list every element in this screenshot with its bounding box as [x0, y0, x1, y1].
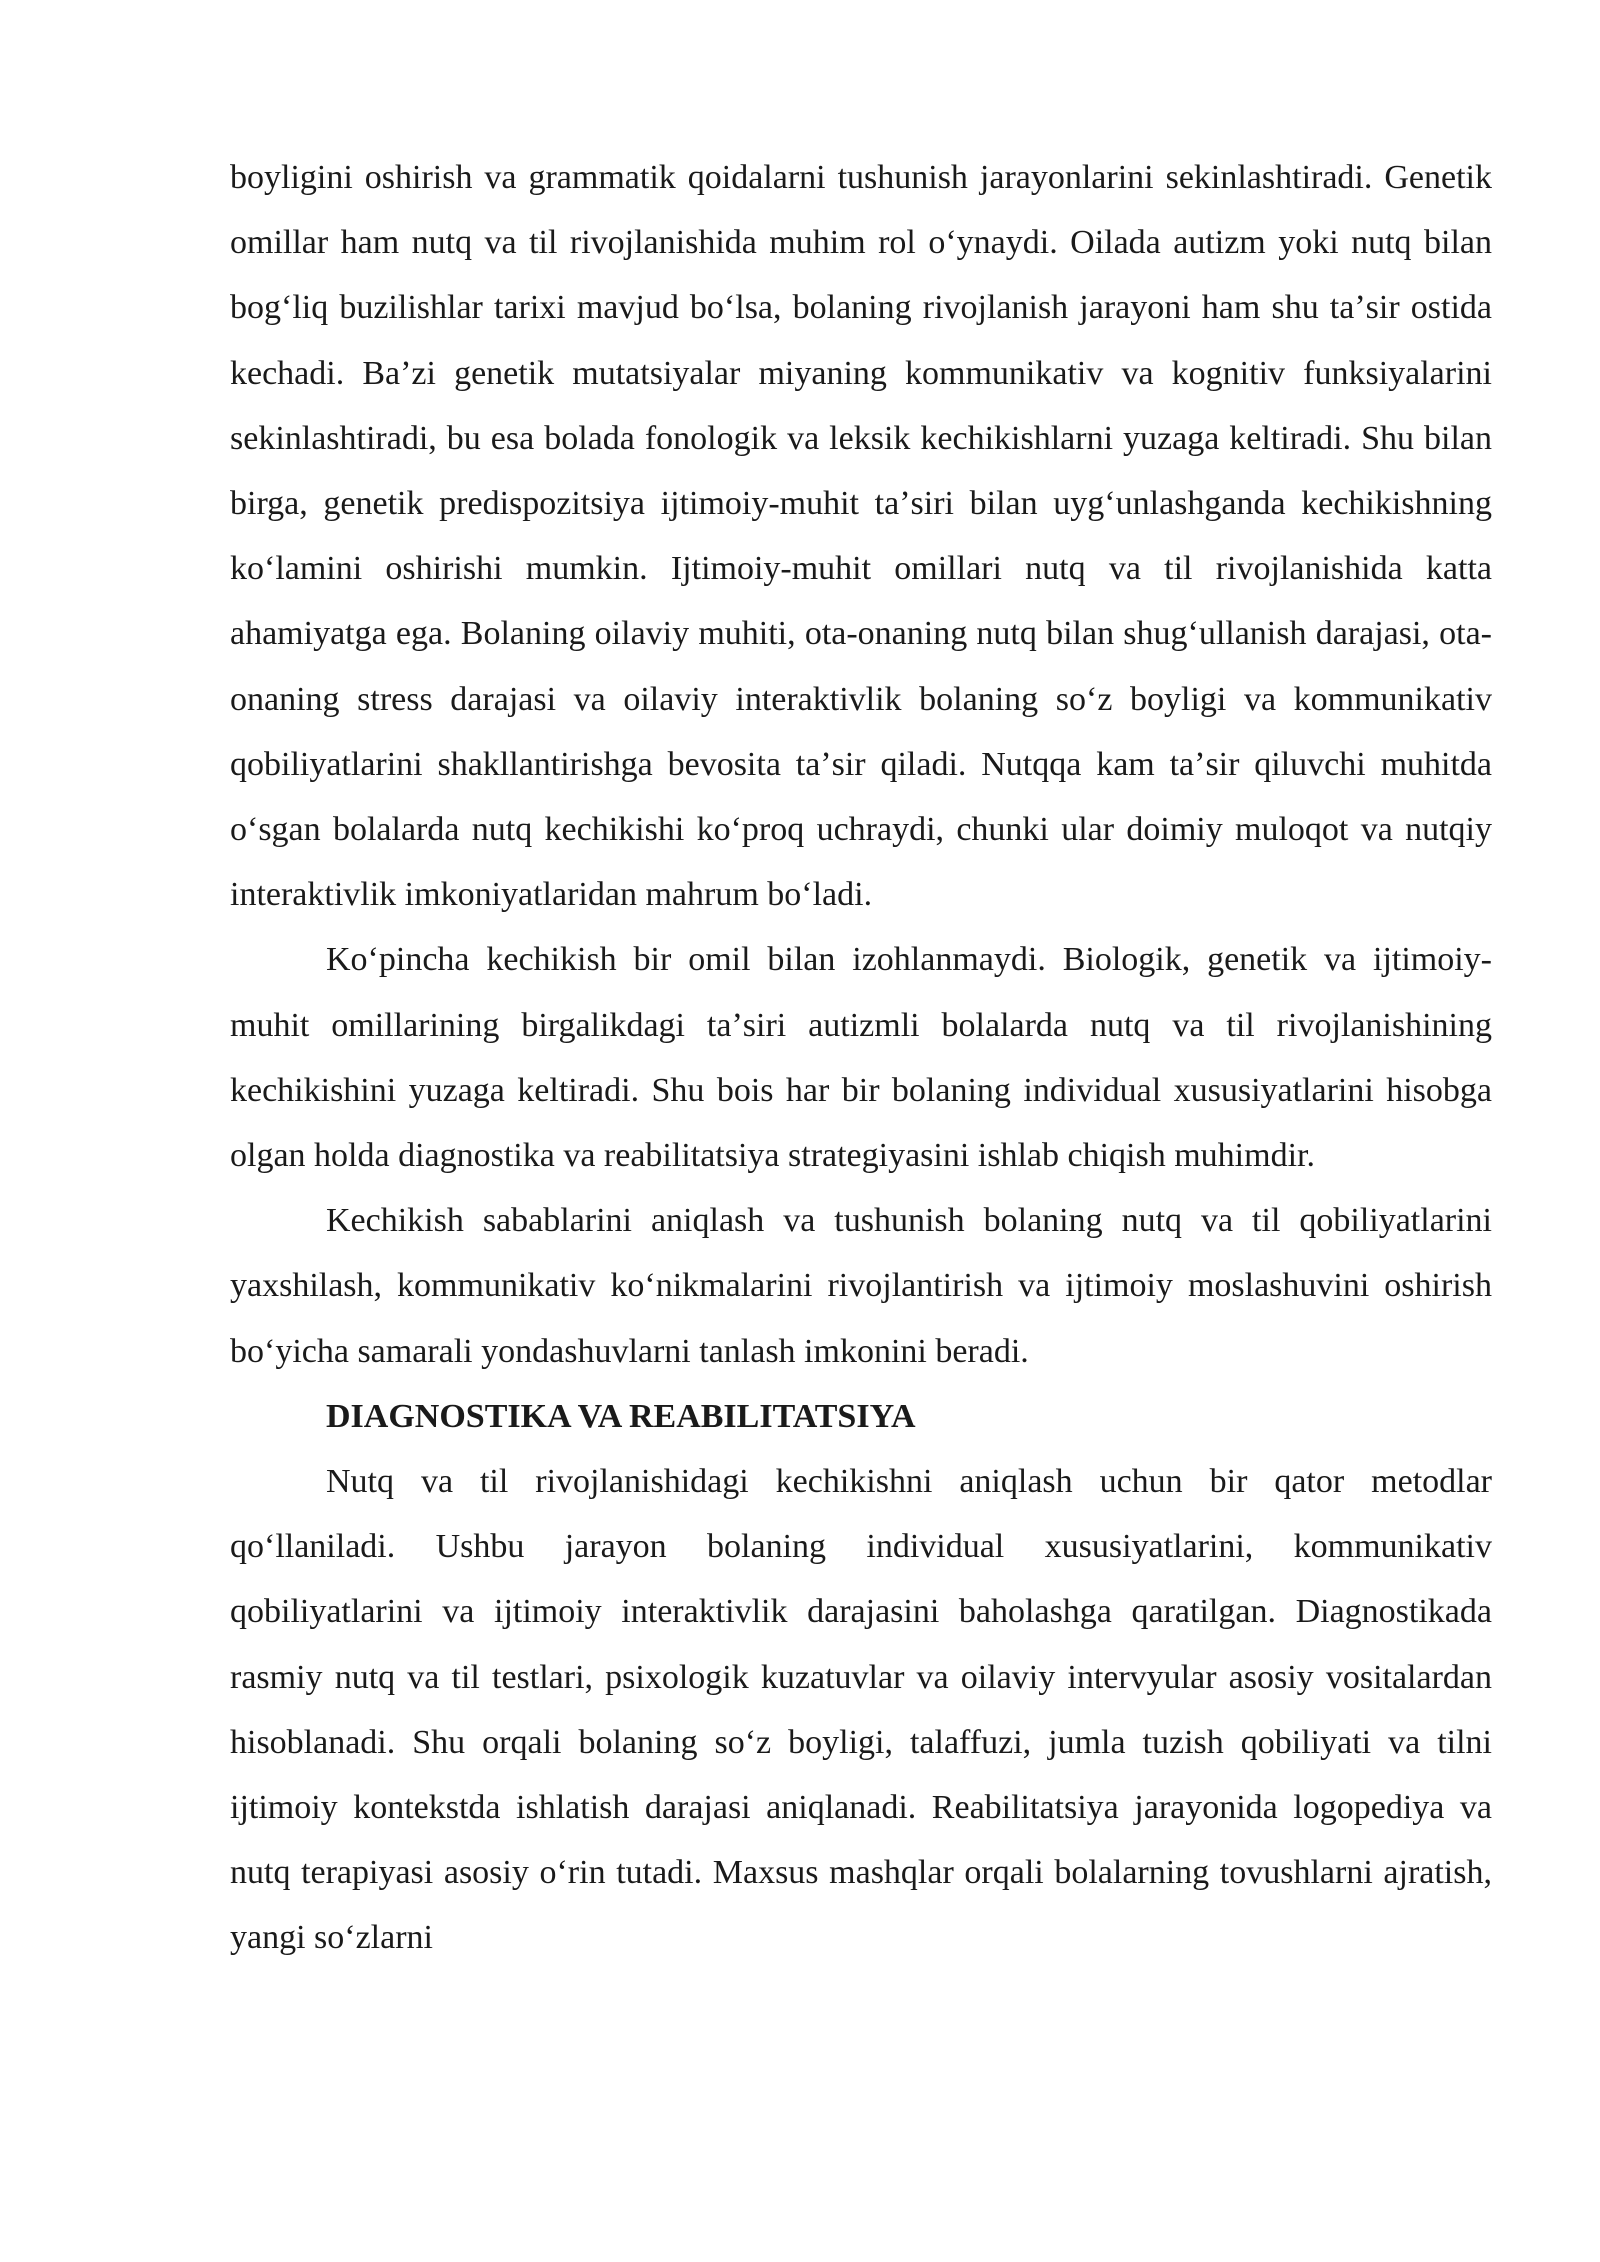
paragraph-multifactor: Koʻpincha kechikish bir omil bilan izohlanmaydi. Biologik, genetik va ijtimoiy-muhit omillarining birgalikdagi taʼsiri autizmli bolalarda nutq va til rivojlanishining kechikishini yuzaga keltiradi. Shu bois har bir bolaning individual xususiyatlarini hisobga olgan holda diagnostika va reabilitatsiya strategiyasini ishlab chiqish muhimdir. — [230, 941, 1492, 1175]
document-page — [230, 145, 1492, 1971]
paragraph-continued: boyligini oshirish va grammatik qoidalarni tushunish jarayonlarini sekinlashtiradi. Genetik omillar ham nutq va til rivojlanishida muhim rol oʻynaydi. Oilada autizm yoki nutq bilan bogʻliq buzilishlar tarixi mavjud boʻlsa, bolaning rivojlanish jarayoni ham shu taʼsir ostida kechadi. Baʼzi genetik mutatsiyalar miyaning kommunikativ va kognitiv funksiyalarini sekinlashtiradi, bu esa bolada fonologik va leksik kechikishlarni yuzaga keltiradi. Shu bilan birga, genetik predispozitsiya ijtimoiy-muhit taʼsiri bilan uygʻunlashganda kechikishning koʻlamini oshirishi mumkin. Ijtimoiy-muhit omillari nutq va til rivojlanishida katta ahamiyatga ega. Bolaning oilaviy muhiti, ota-onaning nutq bilan shugʻullanish darajasi, ota-onaning stress darajasi va oilaviy interaktivlik bolaning soʻz boyligi va kommunikativ qobiliyatlarini shakllantirishga bevosita taʼsir qiladi. Nutqqa kam taʼsir qiluvchi muhitda oʻsgan bolalarda nutq kechikishi koʻproq uchraydi, chunki ular doimiy muloqot va nutqiy interaktivlik imkoniyatlaridan mahrum boʻladi. — [230, 159, 1492, 914]
paragraph-diagnostics: Nutq va til rivojlanishidagi kechikishni aniqlash uchun bir qator metodlar qoʻllaniladi. Ushbu jarayon bolaning individual xususiyatlarini, kommunikativ qobiliyatlarini va ijtimoiy interaktivlik darajasini baholashga qaratilgan. Diagnostikada rasmiy nutq va til testlari, psixologik kuzatuvlar va oilaviy intervyular asosiy vositalardan hisoblanadi. Shu orqali bolaning soʻz boyligi, talaffuzi, jumla tuzish qobiliyati va tilni ijtimoiy kontekstda ishlatish darajasi aniqlanadi. Reabilitatsiya jarayonida logopediya va nutq terapiyasi asosiy oʻrin tutadi. Maxsus mashqlar orqali bolalarning tovushlarni ajratish, yangi soʻzlarni — [230, 1463, 1492, 1957]
paragraph-causes: Kechikish sabablarini aniqlash va tushunish bolaning nutq va til qobiliyatlarini yaxshilash, kommunikativ koʻnikmalarini rivojlantirish va ijtimoiy moslashuvini oshirish boʻyicha samarali yondashuvlarni tanlash imkonini beradi. — [230, 1202, 1492, 1370]
section-heading: DIAGNOSTIKA VA REABILITATSIYA — [326, 1397, 916, 1435]
